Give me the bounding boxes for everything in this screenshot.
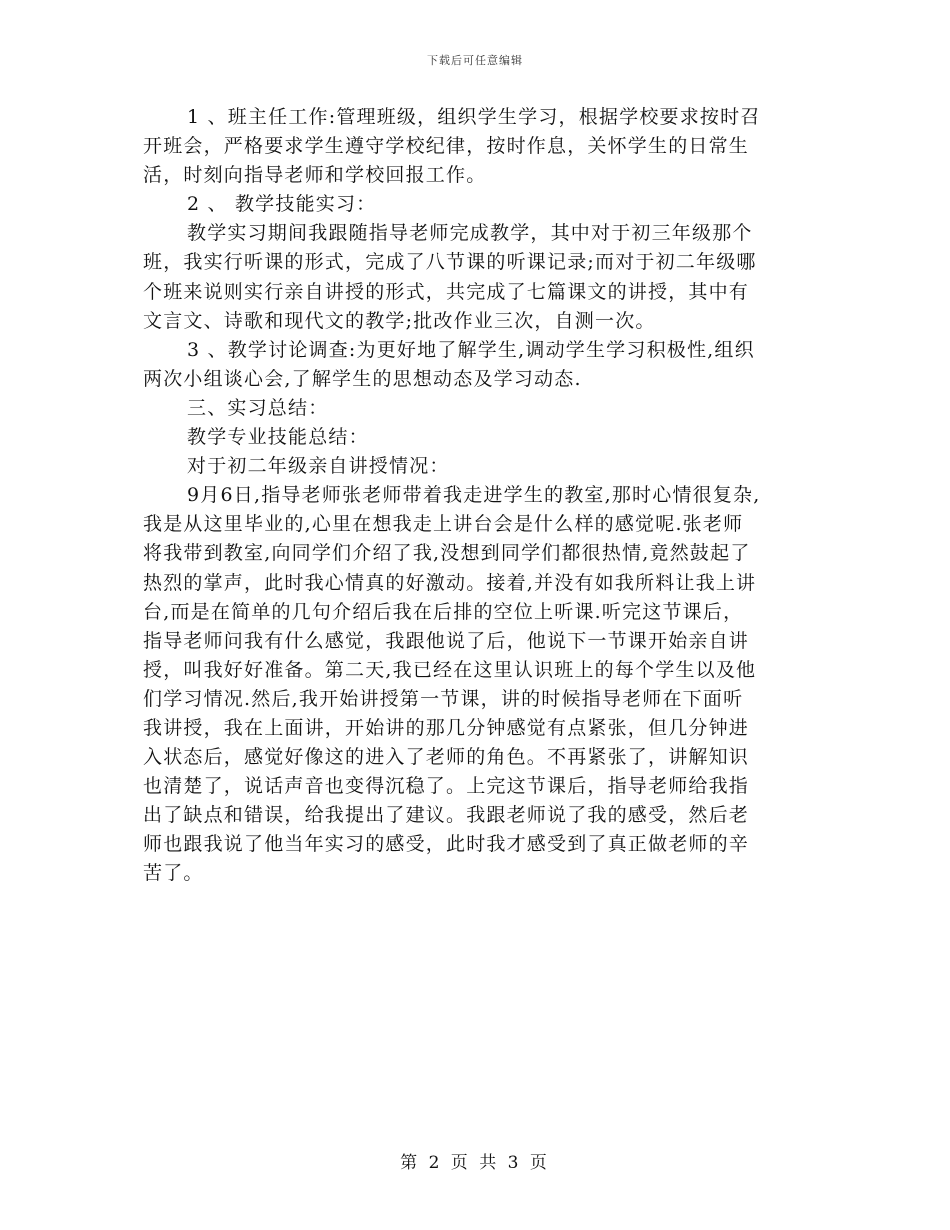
text-line: 3 、教学讨论调查:为更好地了解学生,调动学生学习积极性,组织 bbox=[187, 338, 755, 361]
text-line: 台,而是在简单的几句介绍后我在后排的空位上听课.听完这节课后， bbox=[143, 600, 744, 623]
text-line: 苦了。 bbox=[143, 862, 204, 885]
page-footer: 第 2 页 共 3 页 bbox=[400, 1153, 550, 1173]
text-line: 1 、班主任工作:管理班级，组织学生学习，根据学校要求按时召 bbox=[187, 106, 761, 128]
text-line: 三、实习总结： bbox=[187, 396, 329, 419]
text-line: 授，叫我好好准备。第二天,我已经在这里认识班上的每个学生以及他 bbox=[143, 658, 757, 681]
text-line: 热烈的掌声，此时我心情真的好激动。接着,并没有如我所料让我上讲 bbox=[143, 571, 757, 594]
document-body bbox=[143, 103, 808, 889]
text-line: 9月6日,指导老师张老师带着我走进学生的教室,那时心情很复杂, bbox=[187, 484, 761, 507]
text-line: 入状态后，感觉好像这的进入了老师的角色。不再紧张了，讲解知识 bbox=[143, 746, 750, 769]
text-line: 将我带到教室,向同学们介绍了我,没想到同学们都很热情,竟然鼓起了 bbox=[143, 542, 751, 565]
text-line: 教学实习期间我跟随指导老师完成教学，其中对于初三年级那个 bbox=[187, 222, 753, 245]
text-line: 出了缺点和错误，给我提出了建议。我跟老师说了我的感受，然后老 bbox=[143, 804, 750, 827]
text-line: 对于初二年级亲自讲授情况： bbox=[187, 455, 450, 478]
text-line: 个班来说则实行亲自讲授的形式，共完成了七篇课文的讲授，其中有 bbox=[143, 280, 750, 303]
text-line: 班，我实行听课的形式，完成了八节课的听课记录;而对于初二年级哪 bbox=[143, 251, 757, 274]
text-line: 们学习情况.然后,我开始讲授第一节课，讲的时候指导老师在下面听 bbox=[143, 687, 744, 710]
text-line: 2 、 教学技能实习： bbox=[187, 193, 377, 216]
text-line: 两次小组谈心会,了解学生的思想动态及学习动态. bbox=[143, 367, 582, 390]
text-line: 我是从这里毕业的,心里在想我走上讲台会是什么样的感觉呢.张老师 bbox=[143, 513, 744, 536]
text-line: 教学专业技能总结： bbox=[187, 426, 369, 449]
text-line: 开班会，严格要求学生遵守学校纪律，按时作息，关怀学生的日常生 bbox=[143, 135, 750, 158]
text-line: 活，时刻向指导老师和学校回报工作。 bbox=[143, 164, 487, 187]
page-header: 下载后可任意编辑 bbox=[427, 54, 523, 67]
text-line: 也清楚了，说话声音也变得沉稳了。上完这节课后，指导老师给我指 bbox=[143, 775, 750, 798]
text-line: 文言文、诗歌和现代文的教学;批改作业三次，自测一次。 bbox=[143, 309, 656, 332]
text-line: 指导老师问我有什么感觉，我跟他说了后，他说下一节课开始亲自讲 bbox=[143, 629, 750, 652]
text-line: 师也跟我说了他当年实习的感受，此时我才感受到了真正做老师的辛 bbox=[143, 833, 750, 856]
text-line: 我讲授，我在上面讲，开始讲的那几分钟感觉有点紧张，但几分钟进 bbox=[143, 716, 750, 739]
